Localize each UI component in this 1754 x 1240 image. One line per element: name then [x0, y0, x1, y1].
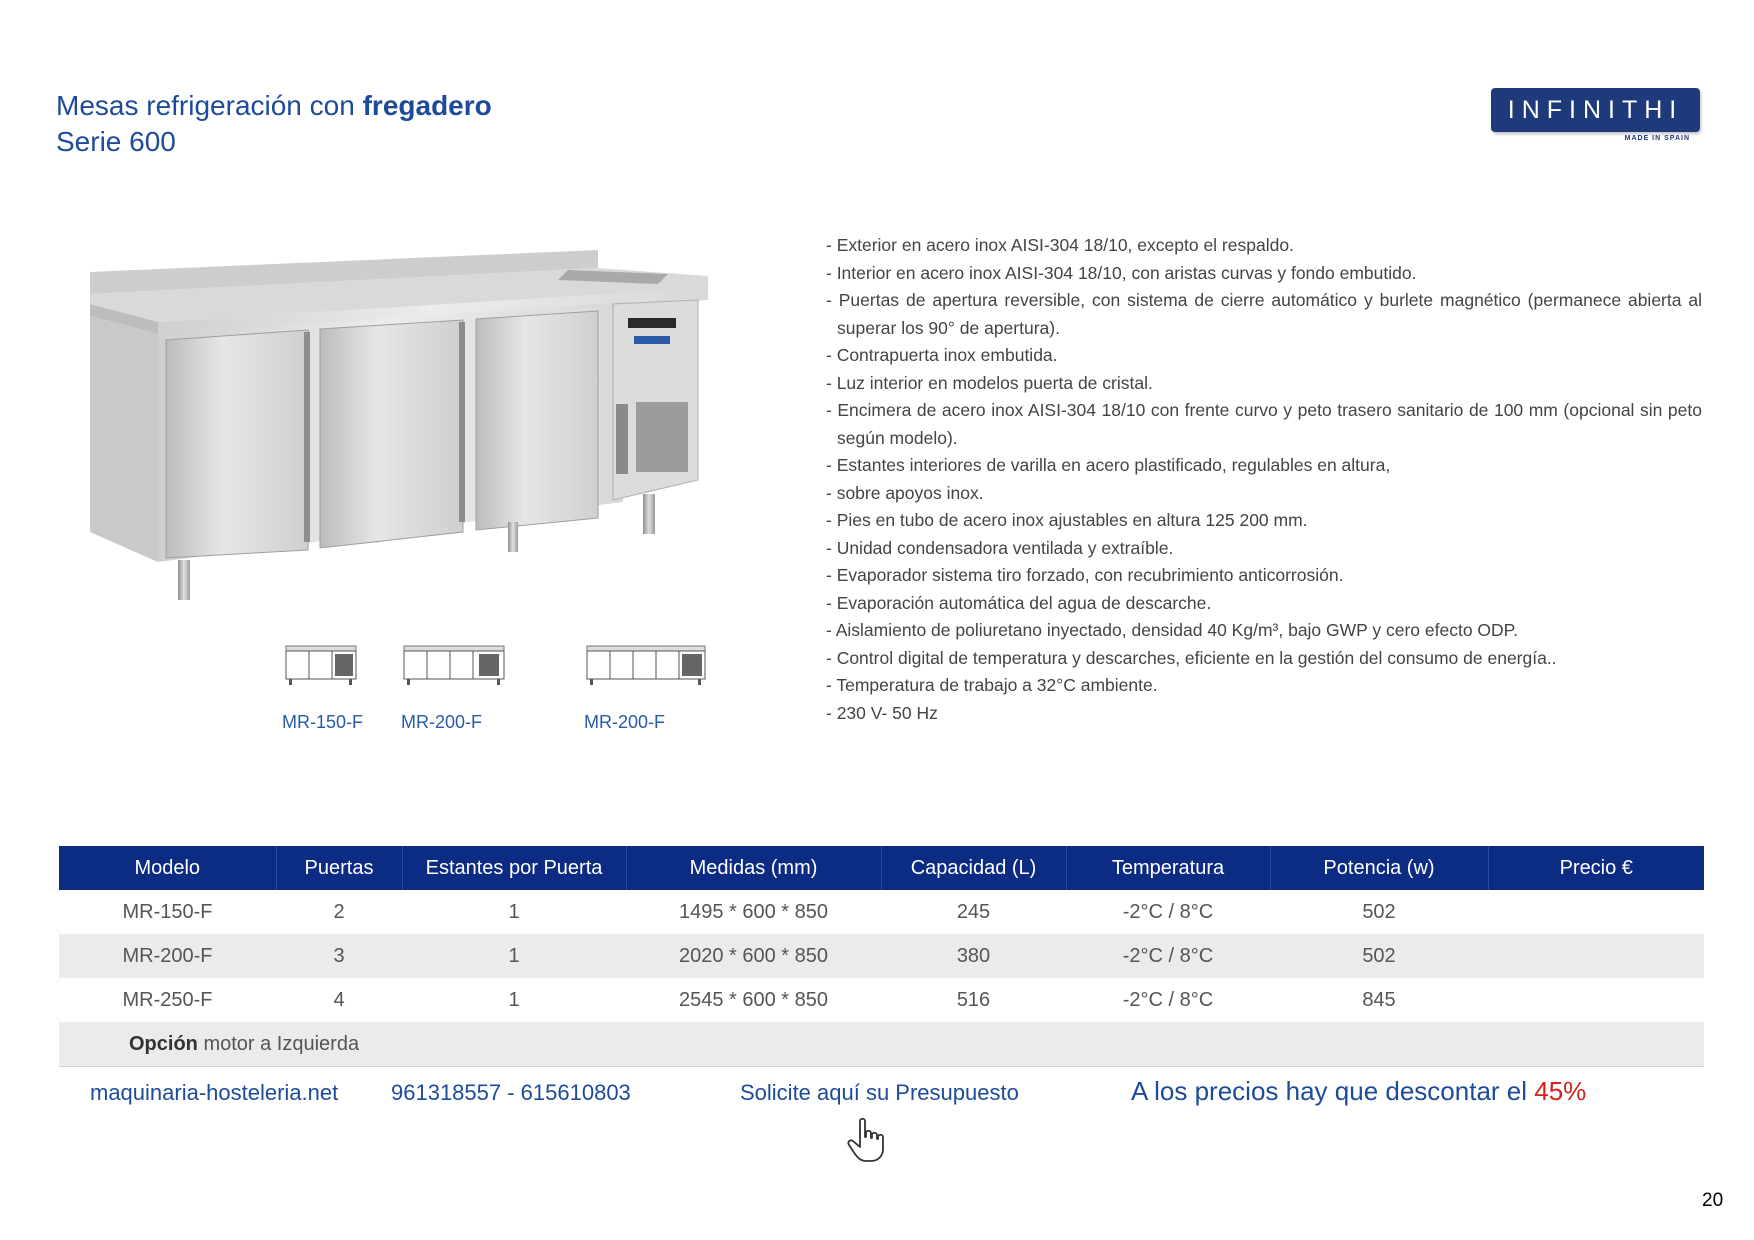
- variant-3-drawing: [586, 640, 708, 688]
- variant-label: MR-200-F: [401, 712, 483, 732]
- feature-item: - Temperatura de trabajo a 32°C ambiente.: [826, 675, 1158, 695]
- feature-item: - Luz interior en modelos puerta de cristal.: [826, 372, 1153, 393]
- cell-capacity: 380: [881, 934, 1066, 978]
- phone-link[interactable]: 961318557 - 615610803: [391, 1080, 631, 1105]
- col-header: Temperatura: [1066, 846, 1270, 890]
- cell-shelves: 1: [508, 900, 520, 923]
- logo-tagline: MADE IN SPAIN: [1624, 135, 1690, 142]
- discount-text: A los precios hay que descontar el: [1131, 1076, 1535, 1106]
- product-image: [68, 232, 748, 642]
- cell-power: 502: [1270, 934, 1488, 978]
- features-list: [826, 232, 1702, 727]
- col-header: Puertas: [276, 846, 402, 890]
- title-bold: fregadero: [362, 90, 492, 121]
- col-header: Medidas (mm): [626, 846, 881, 890]
- feature-item: - Evaporador sistema tiro forzado, con recubrimiento anticorrosión.: [826, 565, 1344, 585]
- table-row: [59, 934, 1704, 978]
- cell-model: MR-200-F: [59, 934, 276, 978]
- cell-power: 502: [1362, 900, 1396, 923]
- feature-item: - 230 V- 50 Hz: [826, 702, 938, 723]
- col-header: Capacidad (L): [881, 846, 1066, 890]
- variant-thumb-1: [282, 640, 364, 732]
- title-prefix: Mesas refrigeración con: [56, 90, 355, 121]
- footer-bar: [0, 1076, 1754, 1120]
- feature-item: - Control digital de temperatura y descarches, eficiente en la gestión del consumo de energía..: [826, 647, 1557, 668]
- feature-item: - Encimera de acero inox AISI-304 18/10 con frente curvo y peto trasero sanitario de 100 mm (opcional sin peto según modelo).: [826, 400, 1702, 448]
- feature-item: - Unidad condensadora ventilada y extraíble.: [826, 537, 1174, 558]
- option-cell: [59, 1022, 1704, 1067]
- logo-wordmark: INFINITHI: [1491, 88, 1700, 132]
- page-subtitle: Serie 600: [56, 126, 176, 157]
- table-row: [59, 890, 1704, 934]
- brand-logo: [1491, 88, 1700, 142]
- quote-link[interactable]: Solicite aquí su Presupuesto: [740, 1080, 1019, 1105]
- feature-item: - Estantes interiores de varilla en acero plastificado, regulables en altura,: [826, 455, 1391, 475]
- table-row: [59, 978, 1704, 1022]
- discount-percent: 45%: [1534, 1076, 1587, 1106]
- feature-item: - Interior en acero inox AISI-304 18/10, con aristas curvas y fondo embutido.: [826, 262, 1417, 283]
- model-variants: [260, 640, 740, 740]
- col-header: Potencia (w): [1270, 846, 1488, 890]
- feature-item: - Aislamiento de poliuretano inyectado, densidad 40 Kg/m³, bajo GWP y cero efecto ODP.: [826, 620, 1518, 640]
- spec-table: [59, 846, 1704, 1067]
- col-header: Precio €: [1488, 846, 1704, 890]
- cell-model: MR-250-F: [122, 988, 213, 1011]
- variant-2-drawing: [403, 640, 507, 688]
- cell-price: [1488, 890, 1704, 934]
- cell-shelves: 1: [508, 988, 520, 1011]
- variant-label: MR-200-F: [584, 712, 666, 732]
- cell-temperature: -2°C / 8°C: [1122, 988, 1214, 1011]
- page-number: 20: [1702, 1190, 1724, 1211]
- feature-item: - Pies en tubo de acero inox ajustables en altura 125 200 mm.: [826, 510, 1308, 530]
- feature-item: - Contrapuerta inox embutida.: [826, 345, 1058, 365]
- cell-model: MR-150-F: [122, 900, 213, 923]
- cell-temperature: -2°C / 8°C: [1066, 934, 1270, 978]
- variant-thumb-3: [584, 640, 708, 732]
- cell-dimensions: 2020 * 600 * 850: [626, 934, 881, 978]
- cell-doors: 2: [333, 900, 345, 923]
- option-label: Opción: [129, 1032, 198, 1055]
- option-text: motor a Izquierda: [197, 1032, 360, 1055]
- feature-item: - Exterior en acero inox AISI-304 18/10, excepto el respaldo.: [826, 235, 1294, 255]
- table-option-row: [59, 1022, 1704, 1067]
- col-header: Modelo: [59, 846, 276, 890]
- cell-price: [1488, 934, 1704, 978]
- variant-label: MR-150-F: [282, 712, 364, 732]
- pointer-hand-icon[interactable]: [846, 1117, 886, 1168]
- cell-temperature: -2°C / 8°C: [1122, 900, 1214, 923]
- page-title-block: [56, 88, 492, 160]
- table-header-row: [59, 846, 1704, 890]
- cell-doors: 4: [333, 988, 345, 1011]
- cell-capacity: 516: [956, 988, 991, 1011]
- cell-dimensions: 2545 * 600 * 850: [678, 988, 829, 1011]
- refrigerated-table-illustration: [68, 232, 748, 642]
- cell-price: [1488, 978, 1704, 1022]
- cell-dimensions: 1495 * 600 * 850: [678, 900, 829, 923]
- cell-power: 845: [1362, 988, 1396, 1011]
- feature-item: - sobre apoyos inox.: [826, 482, 984, 503]
- variant-1-drawing: [285, 640, 359, 688]
- discount-notice: [1131, 1076, 1586, 1107]
- website-link[interactable]: maquinaria-hosteleria.net: [90, 1080, 339, 1105]
- cell-capacity: 245: [956, 900, 991, 923]
- cell-doors: 3: [276, 934, 402, 978]
- col-header: Estantes por Puerta: [402, 846, 626, 890]
- feature-item: - Evaporación automática del agua de descarche.: [826, 592, 1212, 613]
- page-title: [56, 88, 492, 124]
- variant-thumb-2: [401, 640, 507, 732]
- feature-item: - Puertas de apertura reversible, con sistema de cierre automático y burlete magnético (permanece abierta al superar los 90° de apertura).: [826, 290, 1702, 338]
- cell-shelves: 1: [402, 934, 626, 978]
